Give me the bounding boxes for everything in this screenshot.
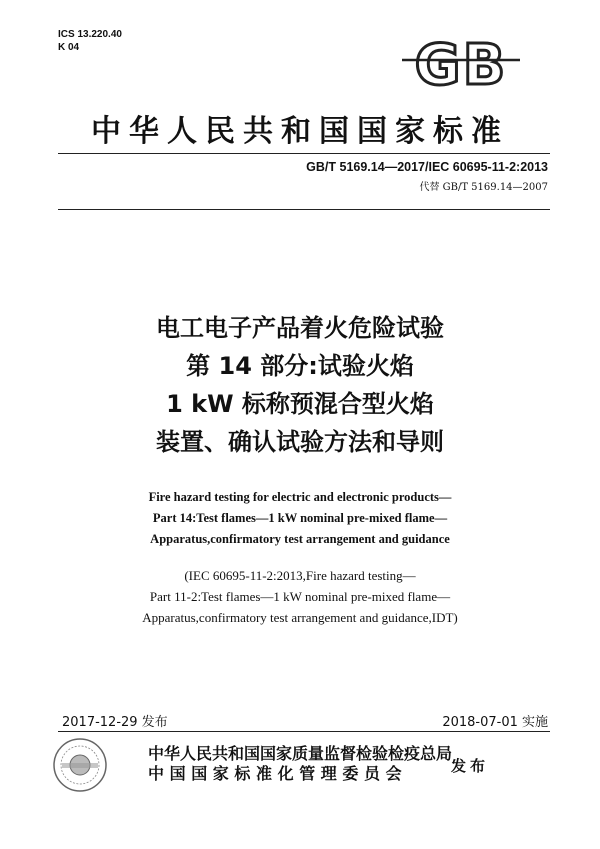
iec-reference-line: Part 11-2:Test flames—1 kW nominal pre-mixed flame—: [149, 589, 451, 604]
english-title: [0, 487, 600, 550]
chinese-title: [0, 309, 600, 461]
iec-reference: [0, 565, 600, 628]
bottom-divider: [58, 731, 550, 732]
chinese-title-line: 1 kW 标称预混合型火焰: [166, 390, 434, 418]
publish-date: 2017-12-29 发布: [62, 715, 168, 730]
issuer-line: 中国国家标准化管理委员会: [148, 764, 408, 783]
issuer-line: 中华人民共和国国家质量监督检验检疫总局: [148, 744, 453, 763]
page-title: 中华人民共和国国家标准: [91, 114, 509, 149]
english-title-line: Part 14:Test flames—1 kW nominal pre-mixed flame—: [152, 511, 448, 525]
english-title-line: Apparatus,confirmatory test arrangement and guidance: [150, 532, 450, 546]
iec-reference-line: (IEC 60695-11-2:2013,Fire hazard testing—: [184, 568, 416, 583]
gb-logo-text: GB: [414, 38, 508, 88]
official-seal-icon: [52, 737, 108, 793]
chinese-title-line: 电工电子产品着火危险试验: [156, 314, 444, 342]
replaces-note: 代替 GB/T 5169.14—2007: [419, 182, 548, 193]
issuing-authorities: [148, 744, 452, 784]
english-title-line: Fire hazard testing for electric and electronic products—: [148, 490, 452, 504]
gb-logo: [400, 38, 522, 88]
top-divider: [58, 153, 550, 154]
ics-code: ICS 13.220.40: [58, 29, 122, 40]
issue-label: 发布: [451, 757, 490, 775]
standard-number: GB/T 5169.14—2017/IEC 60695-11-2:2013: [306, 160, 548, 174]
classification-codes: [58, 28, 122, 54]
implement-date: 2018-07-01 实施: [442, 715, 548, 730]
iec-reference-line: Apparatus,confirmatory test arrangement and guidance,IDT): [142, 610, 458, 625]
middle-divider: [58, 209, 550, 210]
chinese-title-line: 装置、确认试验方法和导则: [156, 428, 444, 456]
ccs-code: K 04: [58, 42, 80, 53]
chinese-title-line: 第 14 部分:试验火焰: [186, 352, 414, 380]
